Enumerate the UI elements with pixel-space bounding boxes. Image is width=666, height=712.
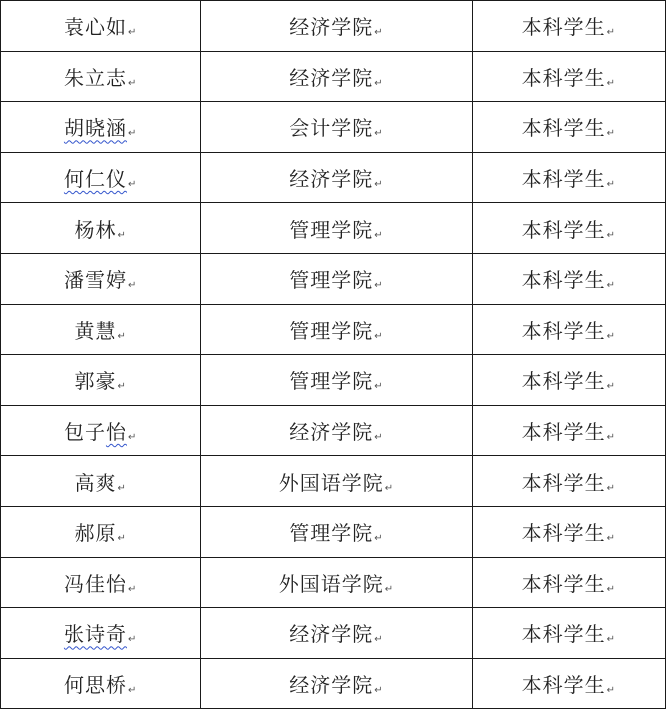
cell-text: 冯佳怡 xyxy=(63,571,127,596)
paragraph-mark-icon: ↵ xyxy=(374,381,384,393)
paragraph-mark-icon: ↵ xyxy=(384,482,395,494)
student-type-cell[interactable] xyxy=(472,152,665,203)
college-cell[interactable] xyxy=(201,506,472,557)
cell-text: 本科学生 xyxy=(521,622,606,647)
paragraph-mark-icon: ↵ xyxy=(606,27,617,39)
cell-text: 朱立志 xyxy=(63,65,127,90)
student-type-cell[interactable] xyxy=(472,51,665,102)
table-row xyxy=(1,304,666,355)
paragraph-mark-icon: ↵ xyxy=(127,583,138,595)
spellcheck-flagged-text: 张诗奇 xyxy=(63,622,127,647)
student-type-cell[interactable] xyxy=(472,608,665,659)
cell-text: 本科学生 xyxy=(521,116,606,141)
student-name-cell[interactable] xyxy=(1,506,201,557)
cell-text: 经济学院 xyxy=(289,65,374,90)
cell-text: 管理学院 xyxy=(289,268,374,293)
paragraph-mark-icon: ↵ xyxy=(127,634,138,646)
cell-text: 本科学生 xyxy=(521,15,606,40)
student-type-cell[interactable] xyxy=(472,456,665,507)
cell-text: 外国语学院 xyxy=(278,571,384,596)
paragraph-mark-icon: ↵ xyxy=(606,634,617,646)
college-cell[interactable] xyxy=(201,253,472,304)
paragraph-mark-icon: ↵ xyxy=(127,685,138,697)
cell-text: 本科学生 xyxy=(521,318,606,343)
spellcheck-flagged-text: 何仁仪 xyxy=(63,167,127,192)
student-type-cell[interactable] xyxy=(472,658,665,709)
paragraph-mark-icon: ↵ xyxy=(606,330,617,342)
cell-text: 外国语学院 xyxy=(278,470,384,495)
cell-text: 本科学生 xyxy=(521,420,606,445)
student-type-cell[interactable] xyxy=(472,506,665,557)
table-row xyxy=(1,51,666,102)
paragraph-mark-icon: ↵ xyxy=(374,229,384,241)
table-row xyxy=(1,253,666,304)
college-cell[interactable] xyxy=(201,355,472,406)
cell-text: 杨林 xyxy=(74,217,117,242)
table-row xyxy=(1,658,666,709)
table-row xyxy=(1,405,666,456)
college-cell[interactable] xyxy=(201,557,472,608)
cell-text: 郝原 xyxy=(74,521,117,546)
paragraph-mark-icon: ↵ xyxy=(374,533,384,545)
cell-text: 本科学生 xyxy=(521,217,606,242)
paragraph-mark-icon: ↵ xyxy=(117,330,127,342)
student-name-cell[interactable] xyxy=(1,355,201,406)
table-row xyxy=(1,608,666,659)
paragraph-mark-icon: ↵ xyxy=(606,583,617,595)
cell-text: 管理学院 xyxy=(289,521,374,546)
college-cell[interactable] xyxy=(201,304,472,355)
student-name-cell[interactable] xyxy=(1,152,201,203)
student-name-cell[interactable] xyxy=(1,1,201,52)
paragraph-mark-icon: ↵ xyxy=(117,381,127,393)
paragraph-mark-icon: ↵ xyxy=(606,482,617,494)
paragraph-mark-icon: ↵ xyxy=(117,229,127,241)
table-row xyxy=(1,557,666,608)
cell-text: 何思桥 xyxy=(63,673,127,698)
cell-text: 经济学院 xyxy=(289,622,374,647)
table-row xyxy=(1,456,666,507)
cell-text: 管理学院 xyxy=(289,217,374,242)
cell-text: 本科学生 xyxy=(521,65,606,90)
student-name-cell[interactable] xyxy=(1,253,201,304)
student-name-cell[interactable] xyxy=(1,557,201,608)
paragraph-mark-icon: ↵ xyxy=(127,27,138,39)
paragraph-mark-icon: ↵ xyxy=(606,280,617,292)
college-cell[interactable] xyxy=(201,658,472,709)
student-name-cell[interactable] xyxy=(1,102,201,153)
student-table-body xyxy=(1,1,666,709)
paragraph-mark-icon: ↵ xyxy=(606,128,617,140)
cell-text: 经济学院 xyxy=(289,420,374,445)
paragraph-mark-icon: ↵ xyxy=(374,432,384,444)
cell-text: 本科学生 xyxy=(521,470,606,495)
table-row xyxy=(1,1,666,52)
cell-text: 本科学生 xyxy=(521,571,606,596)
cell-text: 管理学院 xyxy=(289,369,374,394)
spellcheck-flagged-text: 胡晓涵 xyxy=(63,116,127,141)
student-type-cell[interactable] xyxy=(472,557,665,608)
student-name-cell[interactable] xyxy=(1,405,201,456)
paragraph-mark-icon: ↵ xyxy=(117,482,127,494)
student-type-cell[interactable] xyxy=(472,203,665,254)
college-cell[interactable] xyxy=(201,405,472,456)
cell-text: 经济学院 xyxy=(289,15,374,40)
paragraph-mark-icon: ↵ xyxy=(606,229,617,241)
table-row xyxy=(1,355,666,406)
paragraph-mark-icon: ↵ xyxy=(606,77,617,89)
paragraph-mark-icon: ↵ xyxy=(606,533,617,545)
paragraph-mark-icon: ↵ xyxy=(606,685,617,697)
student-name-cell[interactable] xyxy=(1,304,201,355)
college-cell[interactable] xyxy=(201,203,472,254)
paragraph-mark-icon: ↵ xyxy=(127,128,138,140)
table-row xyxy=(1,152,666,203)
student-type-cell[interactable] xyxy=(472,405,665,456)
student-name-cell[interactable] xyxy=(1,51,201,102)
paragraph-mark-icon: ↵ xyxy=(606,381,617,393)
cell-text: 管理学院 xyxy=(289,318,374,343)
cell-text: 潘雪婷 xyxy=(63,268,127,293)
student-type-cell[interactable] xyxy=(472,304,665,355)
college-cell[interactable] xyxy=(201,102,472,153)
college-cell[interactable] xyxy=(201,51,472,102)
paragraph-mark-icon: ↵ xyxy=(384,583,395,595)
cell-text: 经济学院 xyxy=(289,167,374,192)
paragraph-mark-icon: ↵ xyxy=(374,330,384,342)
student-type-cell[interactable] xyxy=(472,355,665,406)
cell-text: 本科学生 xyxy=(521,167,606,192)
cell-text: 会计学院 xyxy=(289,116,374,141)
student-type-cell[interactable] xyxy=(472,1,665,52)
cell-text: 本科学生 xyxy=(521,369,606,394)
table-row xyxy=(1,102,666,153)
spellcheck-flagged-text: 怡 xyxy=(105,420,127,445)
student-name-cell[interactable] xyxy=(1,456,201,507)
paragraph-mark-icon: ↵ xyxy=(374,634,384,646)
paragraph-mark-icon: ↵ xyxy=(374,27,384,39)
cell-text: 郭豪 xyxy=(74,369,117,394)
paragraph-mark-icon: ↵ xyxy=(127,179,138,191)
cell-text: 黄慧 xyxy=(74,318,117,343)
paragraph-mark-icon: ↵ xyxy=(374,685,384,697)
table-row xyxy=(1,203,666,254)
paragraph-mark-icon: ↵ xyxy=(374,128,384,140)
student-name-cell[interactable] xyxy=(1,658,201,709)
cell-text: 本科学生 xyxy=(521,268,606,293)
paragraph-mark-icon: ↵ xyxy=(127,432,138,444)
paragraph-mark-icon: ↵ xyxy=(117,533,127,545)
paragraph-mark-icon: ↵ xyxy=(606,432,617,444)
college-cell[interactable] xyxy=(201,456,472,507)
college-cell[interactable] xyxy=(201,152,472,203)
college-cell[interactable] xyxy=(201,608,472,659)
student-type-cell[interactable] xyxy=(472,102,665,153)
table-row xyxy=(1,506,666,557)
paragraph-mark-icon: ↵ xyxy=(374,280,384,292)
cell-text: 经济学院 xyxy=(289,673,374,698)
cell-text: 本科学生 xyxy=(521,673,606,698)
paragraph-mark-icon: ↵ xyxy=(127,77,138,89)
cell-text: 高爽 xyxy=(74,470,117,495)
student-name-cell[interactable] xyxy=(1,203,201,254)
student-type-cell[interactable] xyxy=(472,253,665,304)
paragraph-mark-icon: ↵ xyxy=(374,77,384,89)
paragraph-mark-icon: ↵ xyxy=(374,179,384,191)
paragraph-mark-icon: ↵ xyxy=(606,179,617,191)
student-name-cell[interactable] xyxy=(1,608,201,659)
college-cell[interactable] xyxy=(201,1,472,52)
cell-text: 本科学生 xyxy=(521,521,606,546)
cell-text: 包子 xyxy=(63,420,106,445)
paragraph-mark-icon: ↵ xyxy=(127,280,138,292)
cell-text: 袁心如 xyxy=(63,15,127,40)
